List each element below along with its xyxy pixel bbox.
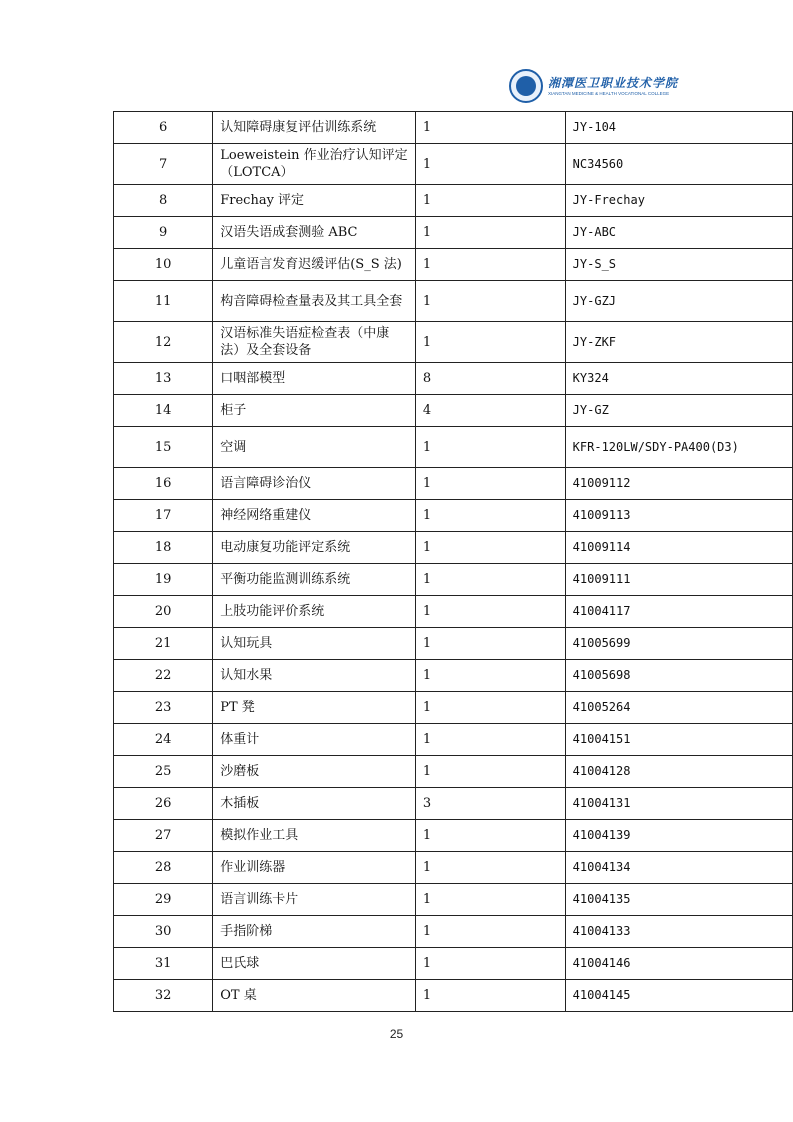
model-cell: 41004145 — [565, 980, 792, 1012]
quantity-cell: 1 — [415, 820, 565, 852]
quantity-cell: 1 — [415, 217, 565, 249]
table-row — [114, 468, 793, 500]
model-cell: 41004139 — [565, 820, 792, 852]
equipment-name-cell: PT 凳 — [213, 692, 416, 724]
table-row — [114, 820, 793, 852]
table-row — [114, 427, 793, 468]
quantity-cell: 1 — [415, 884, 565, 916]
table-row — [114, 217, 793, 249]
equipment-name-cell: 体重计 — [213, 724, 416, 756]
equipment-name-cell: 沙磨板 — [213, 756, 416, 788]
table-row — [114, 564, 793, 596]
row-number-cell: 13 — [114, 363, 213, 395]
model-cell: KY324 — [565, 363, 792, 395]
equipment-name-cell: 模拟作业工具 — [213, 820, 416, 852]
quantity-cell: 1 — [415, 144, 565, 185]
table-row — [114, 884, 793, 916]
model-cell: JY-GZJ — [565, 281, 792, 322]
quantity-cell: 1 — [415, 468, 565, 500]
quantity-cell: 1 — [415, 756, 565, 788]
row-number-cell: 16 — [114, 468, 213, 500]
equipment-name-cell: 认知玩具 — [213, 628, 416, 660]
row-number-cell: 12 — [114, 322, 213, 363]
table-row — [114, 112, 793, 144]
model-cell: 41004131 — [565, 788, 792, 820]
logo-chinese-name: 湘潭医卫职业技术学院 — [548, 75, 679, 90]
model-cell: JY-GZ — [565, 395, 792, 427]
table-row — [114, 500, 793, 532]
row-number-cell: 17 — [114, 500, 213, 532]
equipment-name-cell: Loeweistein 作业治疗认知评定（LOTCA） — [213, 144, 416, 185]
quantity-cell: 1 — [415, 322, 565, 363]
row-number-cell: 15 — [114, 427, 213, 468]
table-row — [114, 948, 793, 980]
table-row — [114, 144, 793, 185]
table-row — [114, 980, 793, 1012]
model-cell: 41004135 — [565, 884, 792, 916]
table-row — [114, 249, 793, 281]
row-number-cell: 9 — [114, 217, 213, 249]
model-cell: JY-ABC — [565, 217, 792, 249]
quantity-cell: 1 — [415, 852, 565, 884]
college-logo — [509, 68, 679, 104]
equipment-table — [113, 111, 793, 1012]
equipment-name-cell: 平衡功能监测训练系统 — [213, 564, 416, 596]
equipment-name-cell: 口咽部模型 — [213, 363, 416, 395]
model-cell: 41009114 — [565, 532, 792, 564]
table-row — [114, 660, 793, 692]
quantity-cell: 1 — [415, 724, 565, 756]
equipment-name-cell: 手指阶梯 — [213, 916, 416, 948]
equipment-name-cell: OT 桌 — [213, 980, 416, 1012]
model-cell: 41004146 — [565, 948, 792, 980]
equipment-name-cell: 巴氏球 — [213, 948, 416, 980]
table-row — [114, 596, 793, 628]
model-cell: JY-Frechay — [565, 185, 792, 217]
table-row — [114, 395, 793, 427]
equipment-name-cell: 电动康复功能评定系统 — [213, 532, 416, 564]
quantity-cell: 1 — [415, 427, 565, 468]
row-number-cell: 26 — [114, 788, 213, 820]
model-cell: NC34560 — [565, 144, 792, 185]
model-cell: 41004128 — [565, 756, 792, 788]
model-cell: 41009111 — [565, 564, 792, 596]
row-number-cell: 14 — [114, 395, 213, 427]
model-cell: 41004151 — [565, 724, 792, 756]
quantity-cell: 1 — [415, 281, 565, 322]
equipment-name-cell: 儿童语言发育迟缓评估(S_S 法) — [213, 249, 416, 281]
equipment-name-cell: 认知障碍康复评估训练系统 — [213, 112, 416, 144]
quantity-cell: 1 — [415, 532, 565, 564]
equipment-name-cell: 空调 — [213, 427, 416, 468]
row-number-cell: 24 — [114, 724, 213, 756]
row-number-cell: 27 — [114, 820, 213, 852]
row-number-cell: 19 — [114, 564, 213, 596]
college-seal-icon — [509, 69, 543, 103]
quantity-cell: 1 — [415, 980, 565, 1012]
equipment-name-cell: 木插板 — [213, 788, 416, 820]
table-row — [114, 281, 793, 322]
table-row — [114, 852, 793, 884]
row-number-cell: 30 — [114, 916, 213, 948]
equipment-name-cell: 汉语失语成套测验 ABC — [213, 217, 416, 249]
quantity-cell: 1 — [415, 948, 565, 980]
model-cell: 41004133 — [565, 916, 792, 948]
quantity-cell: 1 — [415, 692, 565, 724]
equipment-name-cell: 汉语标准失语症检查表（中康法）及全套设备 — [213, 322, 416, 363]
table-row — [114, 916, 793, 948]
row-number-cell: 28 — [114, 852, 213, 884]
row-number-cell: 20 — [114, 596, 213, 628]
model-cell: JY-S_S — [565, 249, 792, 281]
page-number: 25 — [389, 1027, 404, 1041]
equipment-name-cell: 认知水果 — [213, 660, 416, 692]
quantity-cell: 4 — [415, 395, 565, 427]
row-number-cell: 22 — [114, 660, 213, 692]
equipment-name-cell: 构音障碍检查量表及其工具全套 — [213, 281, 416, 322]
model-cell: 41005699 — [565, 628, 792, 660]
table-row — [114, 692, 793, 724]
table-row — [114, 756, 793, 788]
model-cell: 41009112 — [565, 468, 792, 500]
row-number-cell: 6 — [114, 112, 213, 144]
equipment-name-cell: 神经网络重建仪 — [213, 500, 416, 532]
table-row — [114, 788, 793, 820]
equipment-name-cell: 柜子 — [213, 395, 416, 427]
quantity-cell: 1 — [415, 185, 565, 217]
model-cell: 41005698 — [565, 660, 792, 692]
equipment-name-cell: 语言障碍诊治仪 — [213, 468, 416, 500]
table-row — [114, 628, 793, 660]
row-number-cell: 23 — [114, 692, 213, 724]
row-number-cell: 11 — [114, 281, 213, 322]
quantity-cell: 1 — [415, 628, 565, 660]
table-row — [114, 532, 793, 564]
row-number-cell: 18 — [114, 532, 213, 564]
model-cell: JY-104 — [565, 112, 792, 144]
table-row — [114, 724, 793, 756]
model-cell: 41009113 — [565, 500, 792, 532]
model-cell: 41004134 — [565, 852, 792, 884]
row-number-cell: 7 — [114, 144, 213, 185]
row-number-cell: 10 — [114, 249, 213, 281]
row-number-cell: 32 — [114, 980, 213, 1012]
row-number-cell: 29 — [114, 884, 213, 916]
equipment-name-cell: Frechay 评定 — [213, 185, 416, 217]
row-number-cell: 31 — [114, 948, 213, 980]
quantity-cell: 1 — [415, 660, 565, 692]
table-row — [114, 322, 793, 363]
model-cell: 41005264 — [565, 692, 792, 724]
equipment-name-cell: 语言训练卡片 — [213, 884, 416, 916]
table-row — [114, 363, 793, 395]
model-cell: JY-ZKF — [565, 322, 792, 363]
quantity-cell: 8 — [415, 363, 565, 395]
quantity-cell: 1 — [415, 564, 565, 596]
quantity-cell: 1 — [415, 112, 565, 144]
row-number-cell: 21 — [114, 628, 213, 660]
equipment-name-cell: 作业训练器 — [213, 852, 416, 884]
table-row — [114, 185, 793, 217]
logo-english-name: XIANGTAN MEDICINE & HEALTH VOCATIONAL COLLEGE — [548, 90, 670, 96]
quantity-cell: 1 — [415, 500, 565, 532]
quantity-cell: 1 — [415, 916, 565, 948]
row-number-cell: 25 — [114, 756, 213, 788]
model-cell: 41004117 — [565, 596, 792, 628]
quantity-cell: 1 — [415, 249, 565, 281]
quantity-cell: 3 — [415, 788, 565, 820]
model-cell: KFR-120LW/SDY-PA400(D3) — [565, 427, 792, 468]
equipment-name-cell: 上肢功能评价系统 — [213, 596, 416, 628]
quantity-cell: 1 — [415, 596, 565, 628]
row-number-cell: 8 — [114, 185, 213, 217]
